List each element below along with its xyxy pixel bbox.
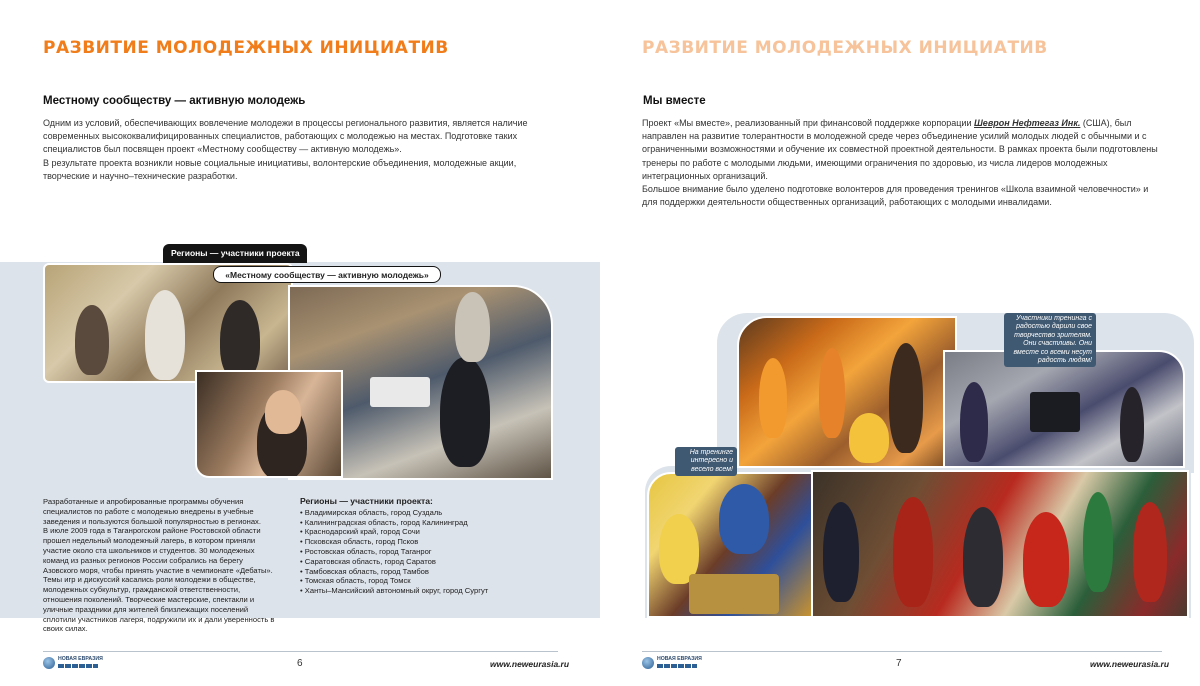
- company-name: Шеврон Нефтегаз Инк.: [974, 118, 1081, 128]
- globe-icon: [43, 657, 55, 669]
- intro-paragraph: В результате проекта возникли новые социальные инициативы, волонтерские объединения, молодежные акции, творческие и научно–технические разработки.: [43, 157, 517, 181]
- list-item: • Владимирская область, город Суздаль: [300, 508, 550, 518]
- list-item: • Ханты–Мансийский автономный округ, город Сургут: [300, 586, 550, 596]
- photo-stage-music: [943, 350, 1185, 468]
- list-item: • Томская область, город Томск: [300, 576, 550, 586]
- brand-logo: [642, 656, 700, 672]
- project-paragraph: Большое внимание было уделено подготовке волонтеров для проведения тренингов «Школа взаимной человечности» и для поддержки деятельности общественных организаций, работающих с молодыми инвалидами.: [642, 184, 1149, 208]
- brand-logo: [43, 656, 101, 672]
- list-item: • Калининградская область, город Калининград: [300, 518, 550, 528]
- logo-bar: [58, 664, 98, 668]
- list-item: • Тамбовская область, город Тамбов: [300, 567, 550, 577]
- regions-heading: Регионы — участники проекта:: [300, 496, 433, 506]
- photo-students-portrait: [195, 370, 343, 478]
- footer-divider: [642, 651, 1162, 652]
- project-text: [642, 117, 1162, 209]
- description-paragraph: В июле 2009 года в Таганрогском районе Ростовской области прошел недельный молодежный лагерь, в котором приняли участие около ста школьников и студентов. 30 молодежных команд из разных регионов России собрались на берегу Азовского моря, чтобы принять участие в чемпионате «Дебаты».: [43, 526, 273, 575]
- logo-text: НОВАЯ ЕВРАЗИЯ: [58, 656, 103, 662]
- page-title: РАЗВИТИЕ МОЛОДЕЖНЫХ ИНИЦИАТИВ: [43, 38, 449, 58]
- website-link[interactable]: www.neweurasia.ru: [1090, 659, 1170, 669]
- regions-list: [300, 508, 550, 596]
- photo-dance-performance: [811, 470, 1189, 618]
- website-link[interactable]: www.neweurasia.ru: [490, 659, 570, 669]
- project-name-label: «Местному сообществу — активную молодежь»: [213, 266, 441, 283]
- logo-bar: [657, 664, 697, 668]
- photo-circle-dance: [737, 316, 957, 468]
- section-heading: Мы вместе: [643, 95, 706, 107]
- list-item: • Псковская область, город Псков: [300, 537, 550, 547]
- footer-divider: [43, 651, 558, 652]
- list-item: • Саратовская область, город Саратов: [300, 557, 550, 567]
- page-title: РАЗВИТИЕ МОЛОДЕЖНЫХ ИНИЦИАТИВ: [642, 38, 1048, 58]
- page-number: 6: [297, 658, 303, 669]
- logo-text: НОВАЯ ЕВРАЗИЯ: [657, 656, 702, 662]
- camp-description: [43, 497, 278, 634]
- photo-caption: На тренинге интересно и весело всем!: [675, 447, 737, 476]
- regions-tab-label: Регионы — участники проекта: [163, 244, 307, 262]
- text-fragment: (США), был направлен на развитие толерантности в молодежной среде через объединение усилий молодых людей с обычными и с ограниченными возможностями и обучение их совместной проектной деятельности. В рамках проекта были подготовлены тренеры по работе с молодыми людьми, имеющими ограничения по здоровью, из числа лидеров молодежных интеграционных организаций.: [642, 118, 1158, 181]
- regions-list-block: [300, 497, 550, 596]
- intro-text: [43, 117, 563, 183]
- globe-icon: [642, 657, 654, 669]
- page-number: 7: [896, 658, 902, 669]
- right-page: [600, 0, 1200, 686]
- project-paragraph: [642, 117, 1162, 183]
- text-fragment: Проект «Мы вместе», реализованный при финансовой поддержке корпорации: [642, 118, 974, 128]
- list-item: • Краснодарский край, город Сочи: [300, 527, 550, 537]
- intro-paragraph: Одним из условий, обеспечивающих вовлечение молодежи в процессы регионального развития, является наличие современных высококвалифицированных специалистов, работающих с молодежью на местах. Подготовке таких специалистов был посвящен проект «Местному сообществу — активную молодежь».: [43, 118, 528, 155]
- photo-floor-game: [647, 472, 814, 618]
- section-heading: Местному сообществу — активную молодежь: [43, 95, 306, 107]
- description-paragraph: Разработанные и апробированные программы обучения специалистов по работе с молодежью внедрены в учебные заведения и пользуются большой популярностью в регионах.: [43, 497, 261, 526]
- photo-caption: Участники тренинга с радостью дарили свое творчество зрителям. Они счастливы. Они вместе со всеми несут радость людям!: [1004, 313, 1096, 367]
- description-paragraph: Темы игр и дискуссий касались роли молодежи в обществе, молодежных субкультур, гражданской ответственности, отношения поколений. Творческие мастерские, спектакли и уличные праздники для жителей близлежащих поселений сплотили участников лагеря, подружили их и дали уверенность в своих силах.: [43, 575, 275, 634]
- list-item: • Ростовская область, город Таганрог: [300, 547, 550, 557]
